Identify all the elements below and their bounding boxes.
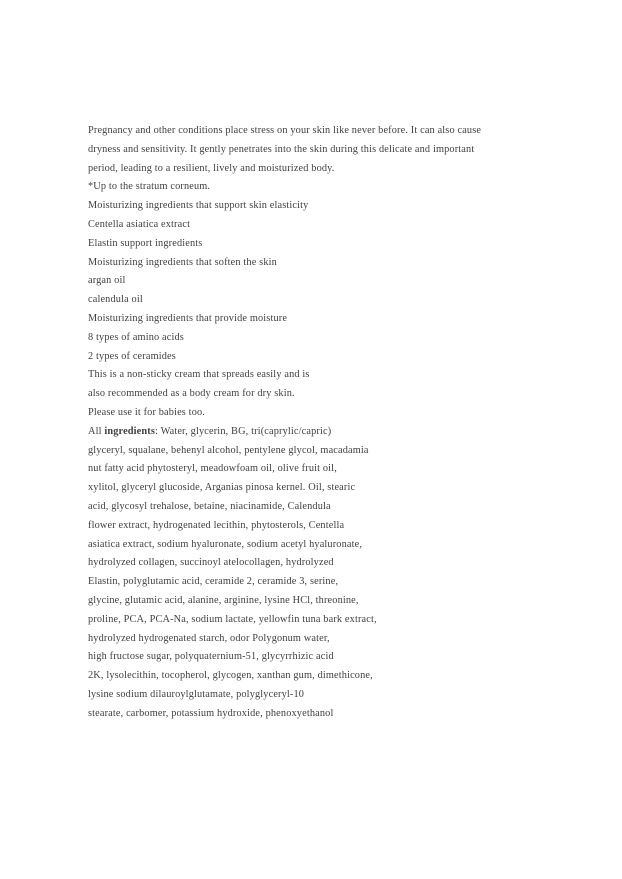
text-segment: dryness and sensitivity. It gently penetrates into the skin during this delicate and important	[88, 143, 475, 155]
text-segment: Moisturizing ingredients that soften the skin	[88, 256, 277, 268]
text-line	[88, 160, 481, 179]
text-line	[88, 348, 481, 367]
text-segment: Moisturizing ingredients that support skin elasticity	[88, 200, 309, 212]
text-segment: flower extract, hydrogenated lecithin, phytosterols, Centella	[88, 519, 345, 531]
text-line	[88, 329, 481, 348]
text-segment: asiatica extract, sodium hyaluronate, sodium acetyl hyaluronate,	[88, 538, 363, 550]
text-segment: All	[88, 425, 105, 437]
text-segment: Moisturizing ingredients that provide moisture	[88, 312, 288, 324]
text-line	[88, 423, 481, 442]
text-segment: Elastin, polyglutamic acid, ceramide 2, ceramide 3, serine,	[88, 576, 339, 588]
text-segment: *Up to the stratum corneum.	[88, 181, 211, 193]
text-segment: calendula oil	[88, 294, 143, 306]
text-segment: xylitol, glyceryl glucoside, Arganias pinosa kernel. Oil, stearic	[88, 482, 356, 494]
text-line	[88, 310, 481, 329]
text-line	[88, 573, 481, 592]
text-line	[88, 498, 481, 517]
text-segment: lysine sodium dilauroylglutamate, polyglyceryl-10	[88, 688, 305, 700]
text-line	[88, 216, 481, 235]
text-line	[88, 404, 481, 423]
text-segment: Elastin support ingredients	[88, 237, 203, 249]
text-segment: period, leading to a resilient, lively and moisturized body.	[88, 162, 335, 174]
text-line	[88, 554, 481, 573]
text-line	[88, 536, 481, 555]
text-segment: acid, glycosyl trehalose, betaine, niacinamide, Calendula	[88, 500, 331, 512]
text-segment: 8 types of amino acids	[88, 331, 184, 343]
text-line	[88, 667, 481, 686]
text-line	[88, 479, 481, 498]
text-line	[88, 141, 481, 160]
text-segment: stearate, carbomer, potassium hydroxide, phenoxyethanol	[88, 707, 334, 719]
text-segment: glyceryl, squalane, behenyl alcohol, pentylene glycol, macadamia	[88, 444, 369, 456]
text-line	[88, 122, 481, 141]
text-line	[88, 235, 481, 254]
text-line	[88, 197, 481, 216]
text-segment: 2K, lysolecithin, tocopherol, glycogen, xanthan gum, dimethicone,	[88, 670, 373, 682]
document-text	[88, 122, 481, 724]
text-segment: hydrolyzed hydrogenated starch, odor Polygonum water,	[88, 632, 330, 644]
text-line	[88, 705, 481, 724]
text-line	[88, 592, 481, 611]
text-line	[88, 254, 481, 273]
text-line	[88, 648, 481, 667]
text-line	[88, 291, 481, 310]
bold-text-segment: ingredients	[104, 425, 156, 437]
text-line	[88, 366, 481, 385]
text-line	[88, 460, 481, 479]
text-segment: This is a non-sticky cream that spreads easily and is	[88, 369, 310, 381]
text-segment: : Water, glycerin, BG, tri(caprylic/capric)	[155, 425, 332, 437]
text-line	[88, 385, 481, 404]
text-segment: hydrolyzed collagen, succinoyl atelocollagen, hydrolyzed	[88, 557, 334, 569]
text-segment: 2 types of ceramides	[88, 350, 176, 362]
text-line	[88, 178, 481, 197]
text-line	[88, 686, 481, 705]
text-segment: nut fatty acid phytosteryl, meadowfoam oil, olive fruit oil,	[88, 463, 337, 475]
text-segment: Please use it for babies too.	[88, 406, 206, 418]
text-segment: high fructose sugar, polyquaternium-51, glycyrrhizic acid	[88, 651, 334, 663]
text-line	[88, 517, 481, 536]
text-segment: argan oil	[88, 275, 126, 287]
text-segment: Centella asiatica extract	[88, 218, 191, 230]
text-segment: proline, PCA, PCA-Na, sodium lactate, yellowfin tuna bark extract,	[88, 613, 377, 625]
text-line	[88, 611, 481, 630]
text-segment: glycine, glutamic acid, alanine, arginine, lysine HCl, threonine,	[88, 594, 359, 606]
text-line	[88, 630, 481, 649]
text-line	[88, 442, 481, 461]
text-segment: Pregnancy and other conditions place stress on your skin like never before. It can also cause	[88, 125, 482, 136]
text-segment: also recommended as a body cream for dry skin.	[88, 388, 295, 400]
text-line	[88, 272, 481, 291]
